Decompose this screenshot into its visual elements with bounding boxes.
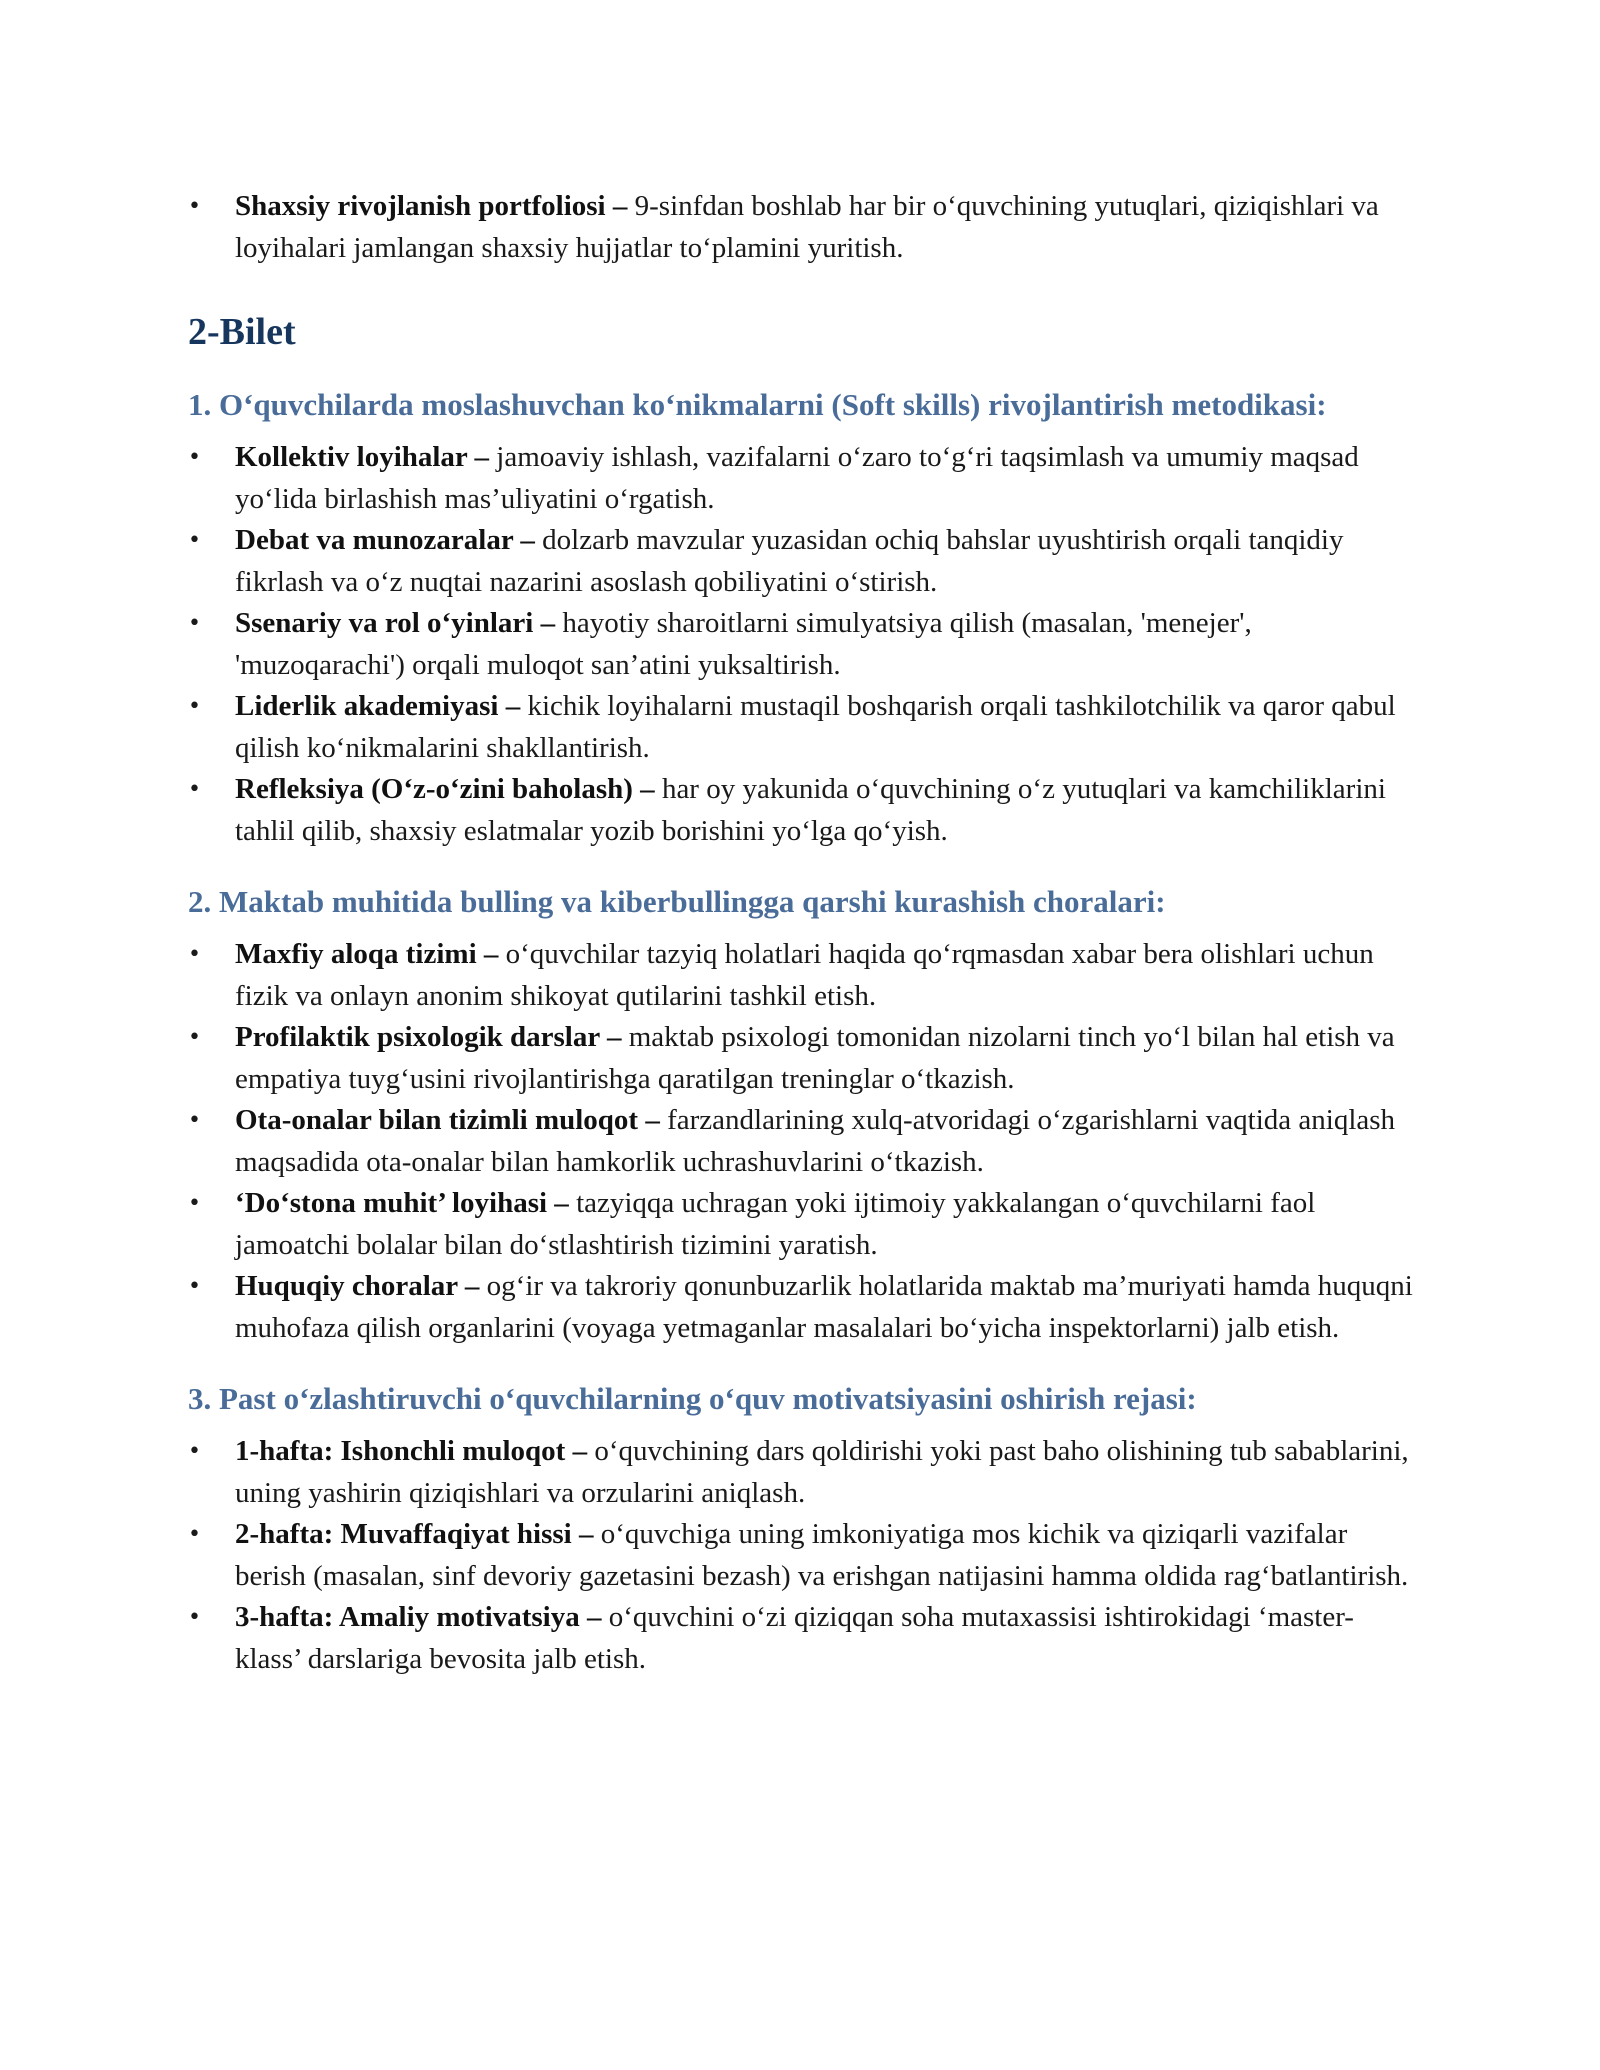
section-2-heading: 2. Maktab muhitida bulling va kiberbullingga qarshi kurashish choralari:	[188, 884, 1166, 919]
bullet-icon: •	[188, 194, 201, 219]
item-text: hayotiy sharoitlarni simulyatsiya qilish (masalan, 'menejer', 'muzoqarachi') orqali muloqot san’atini yuksaltirish.	[235, 607, 1252, 681]
item-bold-term: Ssenariy va rol o‘yinlari –	[235, 607, 556, 639]
item-bold-term: Maxfiy aloqa tizimi –	[235, 938, 499, 970]
section-2-list	[188, 934, 1418, 1349]
bullet-icon: •	[188, 1274, 201, 1299]
document-content	[188, 186, 1418, 1680]
list-item	[188, 686, 1418, 769]
list-item	[188, 1017, 1418, 1100]
bullet-icon: •	[188, 1025, 201, 1050]
list-item	[188, 437, 1418, 520]
item-bold-term: 1-hafta: Ishonchli muloqot –	[235, 1435, 588, 1467]
bullet-icon: •	[188, 445, 201, 470]
list-item	[188, 769, 1418, 852]
bilet-heading: 2-Bilet	[188, 311, 296, 353]
item-bold-term: Refleksiya (O‘z-o‘zini baholash) –	[235, 773, 655, 805]
list-item	[188, 1597, 1418, 1680]
bullet-icon: •	[188, 777, 201, 802]
top-bullet-list	[188, 186, 1418, 269]
bullet-icon: •	[188, 942, 201, 967]
list-item	[188, 1100, 1418, 1183]
item-text: kichik loyihalarni mustaqil boshqarish orqali tashkilotchilik va qaror qabul qilish ko‘nikmalarini shakllantirish.	[235, 690, 1396, 764]
bullet-icon: •	[188, 1439, 201, 1464]
list-item	[188, 1266, 1418, 1349]
bullet-icon: •	[188, 1605, 201, 1630]
list-item	[188, 1514, 1418, 1597]
item-text: og‘ir va takroriy qonunbuzarlik holatlarida maktab ma’muriyati hamda huquqni muhofaza qilish organlarini (voyaga yetmaganlar masalalari bo‘yicha inspektorlarni) jalb etish.	[235, 1270, 1413, 1344]
section-3-heading: 3. Past o‘zlashtiruvchi o‘quvchilarning o‘quv motivatsiyasini oshirish rejasi:	[188, 1381, 1197, 1416]
bullet-icon: •	[188, 611, 201, 636]
item-text: jamoaviy ishlash, vazifalarni o‘zaro to‘g‘ri taqsimlash va umumiy maqsad yo‘lida birlashish mas’uliyatini o‘rgatish.	[235, 441, 1359, 515]
list-item	[188, 186, 1418, 269]
item-bold-term: Shaxsiy rivojlanish portfoliosi –	[235, 190, 628, 222]
item-text: tazyiqqa uchragan yoki ijtimoiy yakkalangan o‘quvchilarni faol jamoatchi bolalar bilan do‘stlashtirish tizimini yaratish.	[235, 1187, 1316, 1261]
item-text: o‘quvchining dars qoldirishi yoki past baho olishining tub sabablarini, uning yashirin qiziqishlari va orzularini aniqlash.	[235, 1435, 1409, 1509]
item-bold-term: Ota-onalar bilan tizimli muloqot –	[235, 1104, 660, 1136]
item-text: har oy yakunida o‘quvchining o‘z yutuqlari va kamchiliklarini tahlil qilib, shaxsiy eslatmalar yozib borishini yo‘lga qo‘yish.	[235, 773, 1386, 847]
list-item	[188, 934, 1418, 1017]
item-bold-term: Profilaktik psixologik darslar –	[235, 1021, 622, 1053]
item-text: farzandlarining xulq-atvoridagi o‘zgarishlarni vaqtida aniqlash maqsadida ota-onalar bilan hamkorlik uchrashuvlarini o‘tkazish.	[235, 1104, 1396, 1178]
item-text: o‘quvchiga uning imkoniyatiga mos kichik va qiziqarli vazifalar berish (masalan, sinf devoriy gazetasini bezash) va erishgan natijasini hamma oldida rag‘batlantirish.	[235, 1518, 1409, 1592]
item-text: 9-sinfdan boshlab har bir o‘quvchining yutuqlari, qiziqishlari va loyihalari jamlangan shaxsiy hujjatlar to‘plamini yuritish.	[235, 190, 1379, 264]
section-1-heading: 1. O‘quvchilarda moslashuvchan ko‘nikmalarni (Soft skills) rivojlantirish metodikasi:	[188, 387, 1327, 422]
bullet-icon: •	[188, 1108, 201, 1133]
list-item	[188, 1431, 1418, 1514]
list-item	[188, 520, 1418, 603]
item-bold-term: Kollektiv loyihalar –	[235, 441, 490, 473]
bullet-icon: •	[188, 694, 201, 719]
bullet-icon: •	[188, 528, 201, 553]
item-bold-term: Liderlik akademiyasi –	[235, 690, 521, 722]
bullet-icon: •	[188, 1191, 201, 1216]
list-item	[188, 1183, 1418, 1266]
item-text: o‘quvchilar tazyiq holatlari haqida qo‘rqmasdan xabar bera olishlari uchun fizik va onlayn anonim shikoyat qutilarini tashkil etish.	[235, 938, 1374, 1012]
bullet-icon: •	[188, 1522, 201, 1547]
item-bold-term: 2-hafta: Muvaffaqiyat hissi –	[235, 1518, 594, 1550]
item-bold-term: 3-hafta: Amaliy motivatsiya –	[235, 1601, 602, 1633]
item-text: dolzarb mavzular yuzasidan ochiq bahslar uyushtirish orqali tanqidiy fikrlash va o‘z nuqtai nazarini asoslash qobiliyatini o‘stirish.	[235, 524, 1344, 598]
section-3-list	[188, 1431, 1418, 1680]
item-text: o‘quvchini o‘zi qiziqqan soha mutaxassisi ishtirokidagi ‘master-klass’ darslariga bevosita jalb etish.	[235, 1601, 1354, 1675]
list-item	[188, 603, 1418, 686]
item-bold-term: ‘Do‘stona muhit’ loyihasi –	[235, 1187, 569, 1219]
item-text: maktab psixologi tomonidan nizolarni tinch yo‘l bilan hal etish va empatiya tuyg‘usini rivojlantirishga qaratilgan treninglar o‘tkazish.	[235, 1021, 1395, 1095]
item-bold-term: Debat va munozaralar –	[235, 524, 535, 556]
item-bold-term: Huquqiy choralar –	[235, 1270, 480, 1302]
section-1-list	[188, 437, 1418, 852]
